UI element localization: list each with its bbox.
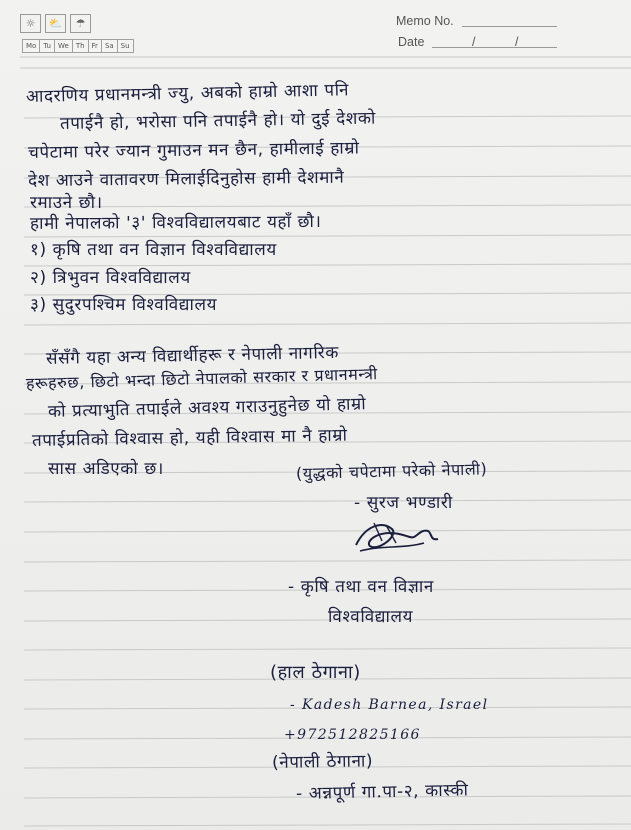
letter-line: तपाईनै हो, भरोसा पनि तपाईनै हो। यो दुई देशको	[59, 108, 377, 134]
current-address: - Kadesh Barnea, Israel	[290, 697, 489, 713]
phone-number: +972512825166	[284, 727, 421, 743]
rain-icon: ☂	[70, 14, 91, 33]
letter-line: सँसँगै यहा अन्य विद्यार्थीहरू र नेपाली नागरिक	[45, 342, 340, 369]
university-line: विश्वविद्यालय	[328, 607, 414, 627]
memo-number-line	[462, 26, 557, 27]
weekday-box: Su	[117, 39, 134, 53]
nepal-address: - अन्नपूर्ण गा.पा-२, कास्की	[295, 780, 469, 804]
author-name: - सुरज भण्डारी	[354, 493, 453, 513]
weekday-box: Th	[72, 39, 89, 53]
weekday-box: Sa	[101, 39, 118, 53]
date-separator: /	[515, 35, 519, 49]
letter-line: आदरणिय प्रधानमन्त्री ज्यु, अबको हाम्रो आशा पनि	[25, 80, 350, 107]
list-item: १) कृषि तथा वन विज्ञान विश्वविद्यालय	[30, 240, 277, 260]
weekday-box: Tu	[39, 39, 55, 53]
date-line	[432, 47, 557, 48]
letter-line: को प्रत्याभुति तपाईले अवश्य गराउनुहुनेछ यो हाम्रो	[47, 394, 367, 422]
nepal-address-heading: (नेपाली ठेगाना)	[271, 751, 374, 773]
list-item: २) त्रिभुवन विश्वविद्यालय	[30, 268, 191, 288]
date-separator: /	[472, 35, 476, 49]
memo-number-label: Memo No.	[396, 14, 454, 28]
weather-icons	[20, 14, 91, 33]
weekday-boxes	[22, 39, 133, 53]
weekday-box: Fr	[88, 39, 102, 53]
letter-line: सास अडिएको छ।	[48, 459, 164, 479]
date-label: Date	[398, 35, 425, 49]
letter-line: चपेटामा परेर ज्यान गुमाउन मन छैन, हामीलाई हाम्रो	[27, 138, 360, 163]
closing-line: (युद्धको चपेटामा परेको नेपाली)	[295, 459, 488, 483]
current-address-heading: (हाल ठेगाना)	[270, 662, 361, 683]
letter-line: रमाउने छौ।	[30, 193, 103, 213]
letter-line: हरूहरुछ, छिटो भन्दा छिटो नेपालको सरकार र प्रधानमन्त्री	[25, 364, 379, 393]
weekday-box: Mo	[22, 39, 40, 53]
sun-icon: ☼	[20, 14, 41, 33]
cloud-sun-icon: ⛅	[45, 14, 66, 33]
list-item: ३) सुदुरपश्चिम विश्वविद्यालय	[30, 295, 218, 315]
letter-line: हामी नेपालको '३' विश्वविद्यालयबाट यहाँ छौ।	[29, 211, 322, 234]
weekday-box: We	[54, 39, 73, 53]
signature	[352, 515, 442, 557]
letter-line: देश आउने वातावरण मिलाईदिनुहोस हामी देशमानै	[27, 167, 345, 191]
university-line: - कृषि तथा वन विज्ञान	[288, 577, 434, 597]
letter-line: तपाईप्रतिको विश्वास हो, यही विश्वास मा नै हाम्रो	[31, 425, 348, 451]
